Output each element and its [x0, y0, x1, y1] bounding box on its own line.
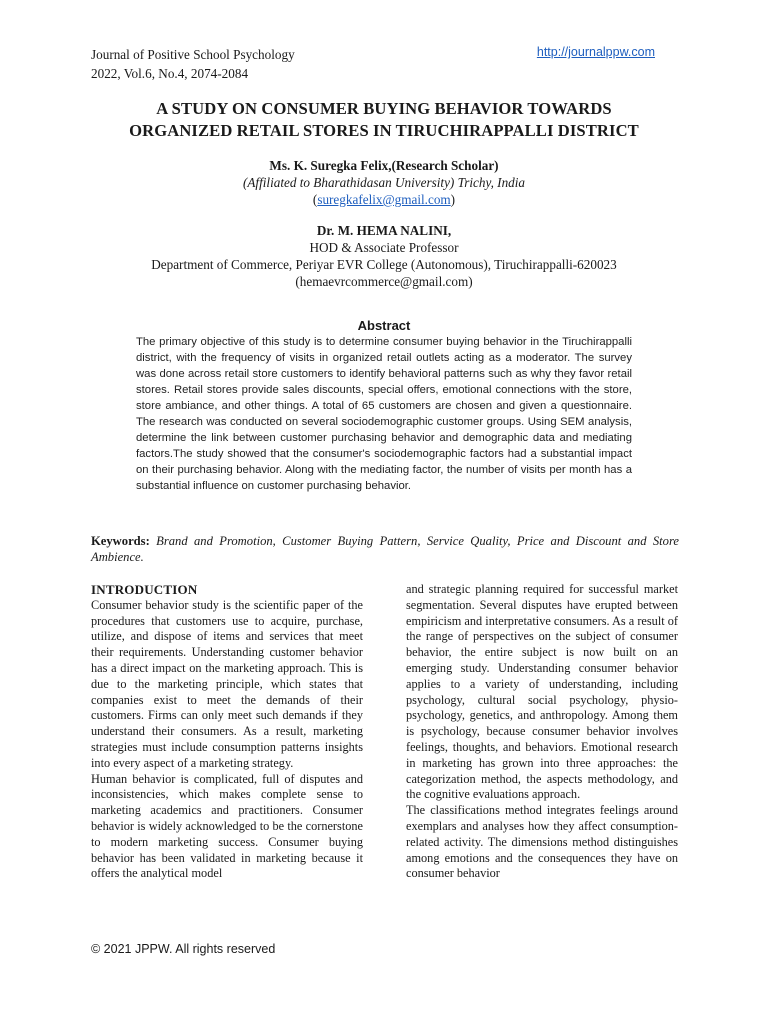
- journal-link[interactable]: http://journalppw.com: [536, 45, 655, 59]
- journal-issue: 2022, Vol.6, No.4, 2074-2084: [91, 66, 249, 81]
- author-2-department: Department of Commerce, Periyar EVR College (Autonomous), Tiruchirappalli-620023: [151, 257, 617, 272]
- title-line-2: ORGANIZED RETAIL STORES IN TIRUCHIRAPPALLI DISTRICT: [129, 121, 639, 140]
- title-line-1: A STUDY ON CONSUMER BUYING BEHAVIOR TOWARDS: [156, 99, 612, 118]
- author-2-email: (hemaevrcommerce@gmail.com): [295, 274, 473, 289]
- right-paragraph-1: and strategic planning required for successful market segmentation. Several disputes have erupted between empiricism and interpretative consumers. As a result of the range of perspectives on the subject of consumer behavior, the entire subject is now built on an emerging study. Understanding consumer behavior applies to a variety of understanding, including psychology, cultural social psychology, physio-psychology, genetics, and anthropology. Among them is psychology, because consumer behavior involves feelings, thoughts, and behaviors. Emotional research in marketing has grown into three approaches: the categorization method, the aspects methodology, and the cognitive evaluations approach.: [406, 582, 678, 802]
- journal-header: [91, 45, 295, 83]
- left-column: [91, 582, 363, 882]
- right-column: [406, 582, 678, 882]
- left-paragraph-1: Consumer behavior study is the scientific paper of the procedures that customers use to acquire, purchase, utilize, and dispose of items and services that meet their requirements. Understanding customer behavior has a direct impact on the marketing approach. This is due to the marketing principle, which states that companies exist to meet the demands of their customers. Firms can only meet such demands if they understand their consumers. As a result, marketing strategies must include consumption patterns insights into every aspect of a marketing strategy.: [91, 597, 363, 770]
- keywords-label: Keywords:: [91, 534, 150, 548]
- author-1-name: Ms. K. Suregka Felix,(Research Scholar): [269, 158, 499, 173]
- keywords: [91, 533, 679, 565]
- left-paragraph-2: Human behavior is complicated, full of disputes and inconsistencies, which makes complete sense to marketing academics and practitioners. Consumer behavior is widely acknowledged to be the cornerstone to modern marketing success. Consumer buying behavior has been validated in marketing because it offers the analytical model: [91, 771, 363, 881]
- right-paragraph-2: The classifications method integrates feelings around exemplars and analyses how they affect consumption-related activity. The dimensions method distinguishes among emotions and the consequences they have on consumer behavior: [406, 803, 678, 881]
- paper-title: [70, 98, 698, 142]
- author-1-affiliation: (Affiliated to Bharathidasan University) Trichy, India: [242, 175, 526, 190]
- author-1-email-open: (: [312, 192, 318, 207]
- author-2-name: Dr. M. HEMA NALINI,: [316, 223, 452, 238]
- keywords-text: Brand and Promotion, Customer Buying Pattern, Service Quality, Price and Discount and Store Ambience.: [91, 534, 679, 564]
- author-1-email-close: ): [450, 192, 456, 207]
- copyright-footer: © 2021 JPPW. All rights reserved: [91, 942, 276, 956]
- section-heading-introduction: INTRODUCTION: [91, 582, 198, 597]
- author-1-email-link[interactable]: suregkafelix@gmail.com: [317, 192, 451, 207]
- author-1-block: [70, 157, 698, 208]
- author-2-position: HOD & Associate Professor: [309, 240, 459, 255]
- abstract-text: The primary objective of this study is to determine consumer buying behavior in the Tiruchirappalli district, with the frequency of visits in organized retail outlets acting as a moderator. The survey was done across retail store customers to identify behavioral patterns such as why they favor retail stores. Retail stores provide sales discounts, special offers, emotional connections with the store, store ambiance, and other things. A total of 65 customers are chosen and given a questionnaire. The research was conducted on several sociodemographic customer groups. Using SEM analysis, determine the link between customer purchasing behavior and demographic data and mediating factors.The study showed that the consumer's sociodemographic factors had a substantial impact on their purchasing behavior. Along with the mediating factor, the number of visits per month has a substantial influence on customer purchasing behavior.: [136, 336, 632, 492]
- author-2-block: [70, 222, 698, 290]
- abstract-heading: Abstract: [357, 318, 411, 333]
- journal-name: Journal of Positive School Psychology: [91, 47, 295, 62]
- author-1-email-line: [70, 191, 698, 208]
